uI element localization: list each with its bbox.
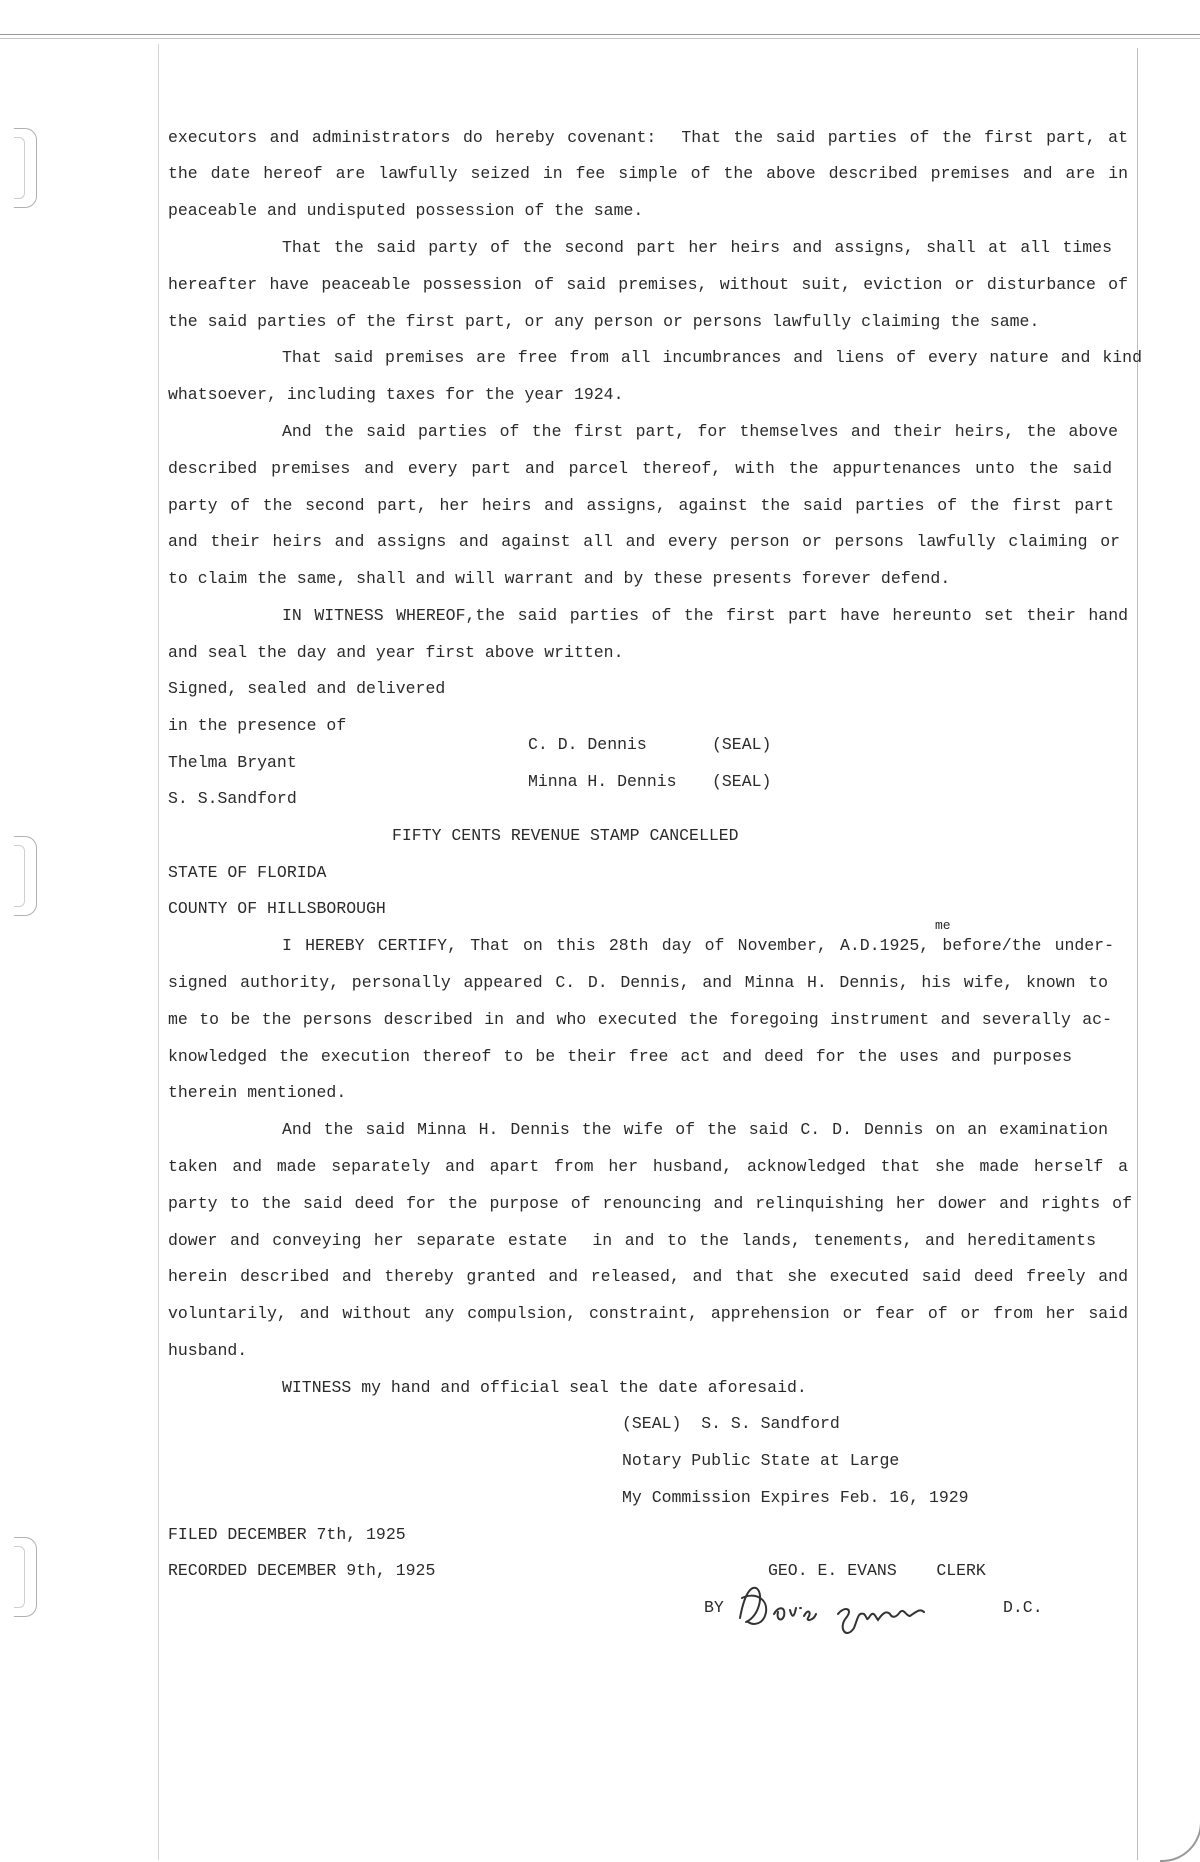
- text-line: IN WITNESS WHEREOF,the said parties of the first part have hereunto set their hand: [282, 606, 1128, 625]
- text-line: And the said Minna H. Dennis the wife of the said C. D. Dennis on an examination: [282, 1120, 1108, 1139]
- witness-name: Thelma Bryant: [168, 753, 297, 772]
- filed-date: FILED DECEMBER 7th, 1925: [168, 1525, 406, 1544]
- text-line: and seal the day and year first above written.: [168, 643, 624, 662]
- text-line: WITNESS my hand and official seal the date aforesaid.: [282, 1378, 807, 1397]
- binder-hole-icon: [14, 1537, 37, 1617]
- text-line: herein described and thereby granted and released, and that she executed said deed freely and: [168, 1267, 1128, 1286]
- text-line: whatsoever, including taxes for the year 1924.: [168, 385, 624, 404]
- text-line: That the said party of the second part her heirs and assigns, shall at all times: [282, 238, 1112, 257]
- witness-name: S. S.Sandford: [168, 789, 297, 808]
- top-edge-line: [0, 34, 1200, 35]
- notary-seal-signature: (SEAL) S. S. Sandford: [622, 1414, 840, 1433]
- notary-commission: My Commission Expires Feb. 16, 1929: [622, 1488, 969, 1507]
- text-line: the date hereof are lawfully seized in fee simple of the above described premises and are in: [168, 164, 1128, 183]
- text-line: voluntarily, and without any compulsion, constraint, apprehension or fear of or from her said: [168, 1304, 1128, 1323]
- text-line: And the said parties of the first part, for themselves and their heirs, the above: [282, 422, 1118, 441]
- right-margin-line: [1137, 48, 1138, 1860]
- presence-label: in the presence of: [168, 716, 347, 735]
- text-line: dower and conveying her separate estate in and to the lands, tenements, and hereditaments: [168, 1231, 1096, 1250]
- text-line: hereafter have peaceable possession of said premises, without suit, eviction or disturbance of: [168, 275, 1128, 294]
- text-line: me to be the persons described in and who executed the foregoing instrument and severally ac-: [168, 1010, 1112, 1029]
- page-curl: [1160, 1760, 1200, 1862]
- text-line: peaceable and undisputed possession of the same.: [168, 201, 644, 220]
- text-line: I HEREBY CERTIFY, That on this 28th day of November, A.D.1925, before/the under-: [282, 936, 1114, 955]
- handwritten-signature-icon: [734, 1578, 944, 1638]
- text-line: party to the said deed for the purpose of renouncing and relinquishing her dower and rights of: [168, 1194, 1132, 1213]
- seal-label: (SEAL): [712, 735, 772, 754]
- left-margin-line: [158, 44, 159, 1860]
- text-line: taken and made separately and apart from her husband, acknowledged that she made herself a: [168, 1157, 1128, 1176]
- clerk-name: GEO. E. EVANS CLERK: [768, 1561, 986, 1580]
- text-line: husband.: [168, 1341, 248, 1360]
- state-heading: STATE OF FLORIDA: [168, 863, 327, 882]
- binder-hole-icon: [14, 128, 37, 208]
- top-edge-line-2: [0, 38, 1200, 39]
- notary-title: Notary Public State at Large: [622, 1451, 900, 1470]
- text-line: party of the second part, her heirs and assigns, against the said parties of the first part: [168, 496, 1114, 515]
- text-line: knowledged the execution thereof to be their free act and deed for the uses and purposes: [168, 1047, 1072, 1066]
- by-label: BY: [704, 1598, 724, 1617]
- deputy-clerk-label: D.C.: [1003, 1598, 1043, 1617]
- signer-name: C. D. Dennis: [528, 735, 647, 754]
- signer-name: Minna H. Dennis: [528, 772, 677, 791]
- text-line: to claim the same, shall and will warrant and by these presents forever defend.: [168, 569, 951, 588]
- handwritten-insertion: me: [935, 918, 951, 933]
- text-line: therein mentioned.: [168, 1083, 347, 1102]
- text-line: and their heirs and assigns and against all and every person or persons lawfully claiming or: [168, 532, 1120, 551]
- text-line: signed authority, personally appeared C. D. Dennis, and Minna H. Dennis, his wife, known to: [168, 973, 1108, 992]
- binder-hole-icon: [14, 836, 37, 916]
- signed-sealed-label: Signed, sealed and delivered: [168, 679, 446, 698]
- recorded-date: RECORDED DECEMBER 9th, 1925: [168, 1561, 436, 1580]
- text-line: the said parties of the first part, or any person or persons lawfully claiming the same.: [168, 312, 1040, 331]
- text-line: That said premises are free from all incumbrances and liens of every nature and kind: [282, 348, 1142, 367]
- seal-label: (SEAL): [712, 772, 772, 791]
- county-heading: COUNTY OF HILLSBOROUGH: [168, 899, 386, 918]
- stamp-note: FIFTY CENTS REVENUE STAMP CANCELLED: [392, 826, 739, 845]
- text-line: described premises and every part and parcel thereof, with the appurtenances unto the said: [168, 459, 1112, 478]
- text-line: executors and administrators do hereby covenant: That the said parties of the first part, at: [168, 128, 1128, 147]
